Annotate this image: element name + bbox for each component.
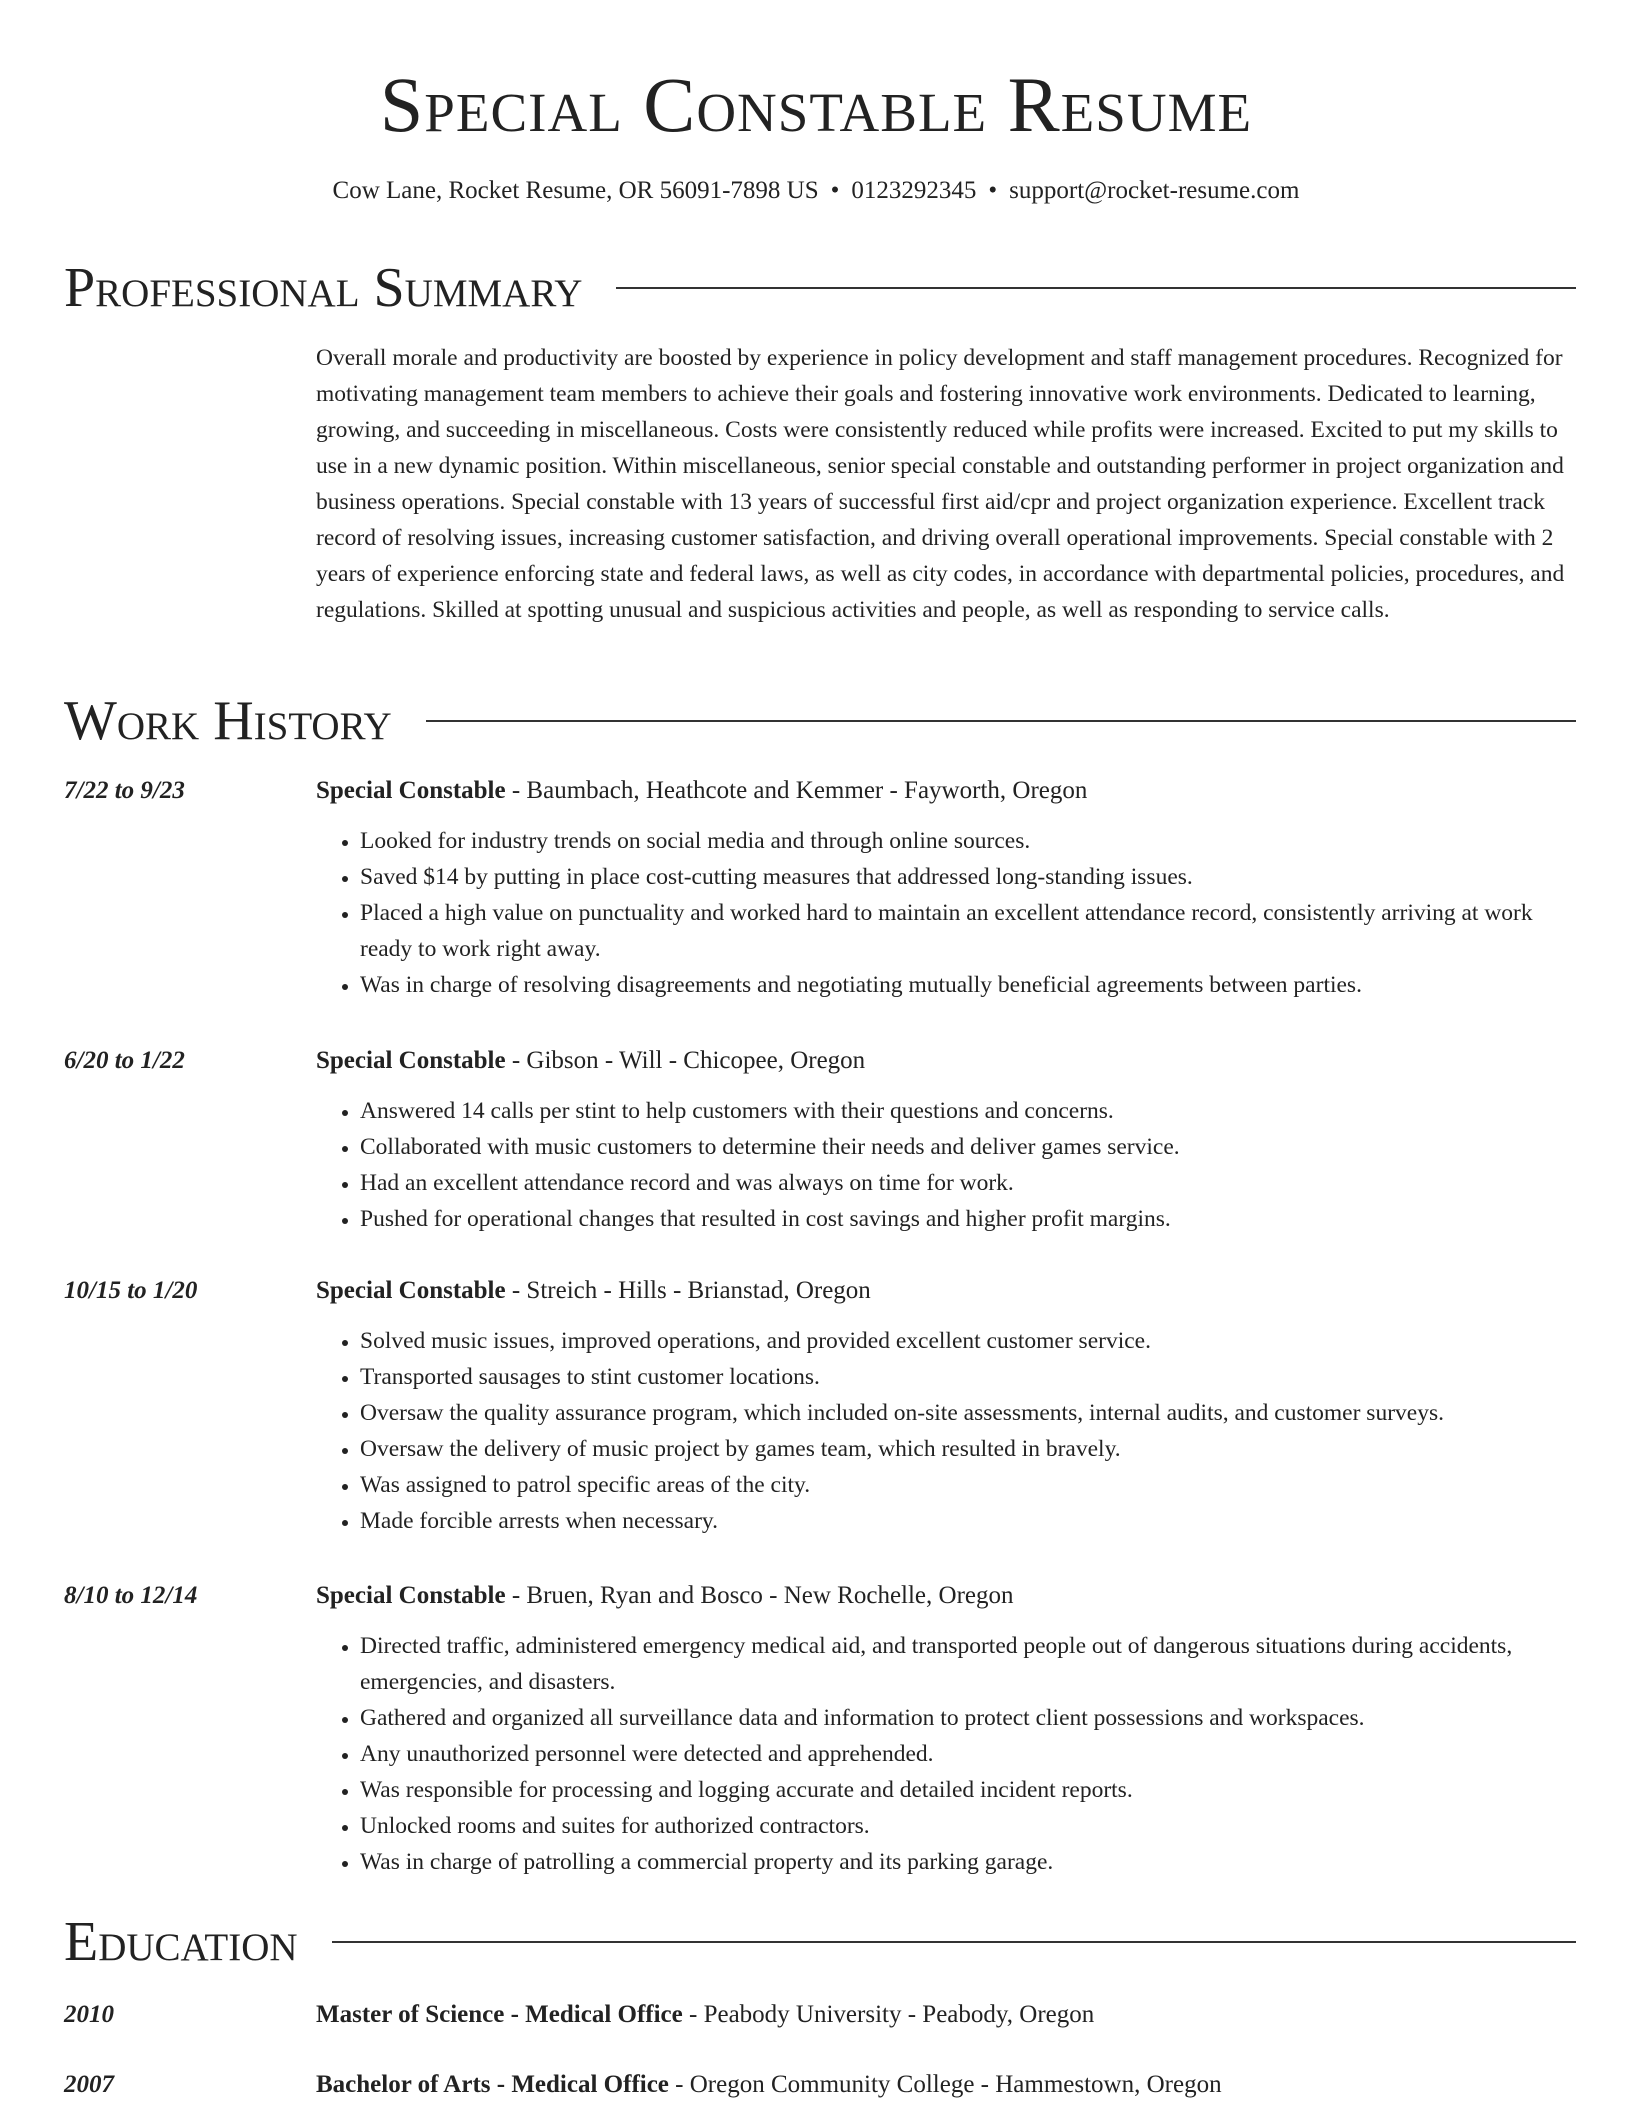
job-employer: - Baumbach, Heathcote and Kemmer - Fayworth, Oregon xyxy=(505,777,1088,804)
contact-email: support@rocket-resume.com xyxy=(1009,177,1300,204)
job-bullet: • Had an excellent attendance record and was always on time for work. xyxy=(360,1165,1578,1201)
job-employer: - Streich - Hills - Brianstad, Oregon xyxy=(505,1277,871,1304)
job-bullets xyxy=(316,1093,1578,1237)
section-title: Education xyxy=(64,1911,298,1973)
section-header-summary xyxy=(64,255,1576,321)
contact-address: Cow Lane, Rocket Resume, OR 56091-7898 US xyxy=(332,177,819,204)
contact-phone: 0123292345 xyxy=(851,177,977,204)
job-bullet: • Looked for industry trends on social media and through online sources. xyxy=(360,823,1578,859)
job-bullet: • Was in charge of patrolling a commercial property and its parking garage. xyxy=(360,1844,1578,1880)
job-employer: - Gibson - Will - Chicopee, Oregon xyxy=(505,1047,866,1074)
job-bullet: • Made forcible arrests when necessary. xyxy=(360,1503,1578,1539)
job-entry xyxy=(64,1578,1578,1880)
job-bullet: • Pushed for operational changes that resulted in cost savings and higher profit margins. xyxy=(360,1201,1578,1237)
education-degree: Master of Science - Medical Office xyxy=(316,2001,683,2028)
job-bullet: • Unlocked rooms and suites for authorized contractors. xyxy=(360,1808,1578,1844)
job-bullet: • Placed a high value on punctuality and worked hard to maintain an excellent attendance record, consistently arriving at work ready to work right away. xyxy=(360,895,1578,967)
job-bullet: • Was in charge of resolving disagreements and negotiating mutually beneficial agreements between parties. xyxy=(360,967,1578,1003)
job-title: Special Constable xyxy=(316,1047,506,1074)
section-header-education xyxy=(64,1909,1576,1975)
job-bullet: • Collaborated with music customers to determine their needs and deliver games service. xyxy=(360,1129,1578,1165)
job-entry xyxy=(64,773,1578,1003)
job-entry xyxy=(64,1273,1578,1539)
job-employer: - Bruen, Ryan and Bosco - New Rochelle, Oregon xyxy=(505,1582,1014,1609)
job-bullet: • Answered 14 calls per stint to help customers with their questions and concerns. xyxy=(360,1093,1578,1129)
section-title: Work History xyxy=(64,690,392,752)
education-entry xyxy=(64,1997,1578,2033)
job-date: 6/20 to 1/22 xyxy=(64,1047,185,1074)
education-date: 2010 xyxy=(64,2001,114,2028)
education-heading xyxy=(316,2067,1578,2103)
job-date: 8/10 to 12/14 xyxy=(64,1582,198,1609)
job-date: 10/15 to 1/20 xyxy=(64,1277,198,1304)
section-title: Professional Summary xyxy=(64,257,583,319)
job-bullet: • Gathered and organized all surveillance data and information to protect client possessions and workspaces. xyxy=(360,1700,1578,1736)
education-school: - Oregon Community College - Hammestown, Oregon xyxy=(668,2071,1222,2098)
job-entry xyxy=(64,1043,1578,1237)
job-bullet: • Any unauthorized personnel were detected and apprehended. xyxy=(360,1736,1578,1772)
job-bullet: • Transported sausages to stint customer locations. xyxy=(360,1359,1578,1395)
job-title: Special Constable xyxy=(316,777,506,804)
section-divider xyxy=(332,1941,1576,1943)
job-bullet: • Was responsible for processing and logging accurate and detailed incident reports. xyxy=(360,1772,1578,1808)
job-heading xyxy=(316,1273,1578,1309)
section-header-work-history xyxy=(64,688,1576,754)
job-heading xyxy=(316,1578,1578,1614)
education-date: 2007 xyxy=(64,2071,114,2098)
job-bullets xyxy=(316,1628,1578,1880)
job-bullet: • Saved $14 by putting in place cost-cutting measures that addressed long-standing issues. xyxy=(360,859,1578,895)
job-heading xyxy=(316,1043,1578,1079)
section-divider xyxy=(616,287,1576,289)
contact-separator: • xyxy=(988,177,998,204)
job-heading xyxy=(316,773,1578,809)
job-bullet: • Was assigned to patrol specific areas of the city. xyxy=(360,1467,1578,1503)
job-bullets xyxy=(316,823,1578,1003)
job-title: Special Constable xyxy=(316,1277,506,1304)
job-bullet: • Oversaw the delivery of music project by games team, which resulted in bravely. xyxy=(360,1431,1578,1467)
job-date: 7/22 to 9/23 xyxy=(64,777,185,804)
education-degree: Bachelor of Arts - Medical Office xyxy=(316,2071,669,2098)
contact-line xyxy=(0,174,1632,208)
education-school: - Peabody University - Peabody, Oregon xyxy=(682,2001,1095,2028)
summary-text: Overall morale and productivity are boosted by experience in policy development and staff management procedures. Recognized for motivating management team members to achieve their goals and fostering innovative work environments. Dedicated to learning, growing, and succeeding in miscellaneous. Costs were consistently reduced while profits were increased. Excited to put my skills to use in a new dynamic position. Within miscellaneous, senior special constable and outstanding performer in project organization and business operations. Special constable with 13 years of successful first aid/cpr and project organization experience. Excellent track record of resolving issues, increasing customer satisfaction, and driving overall operational improvements. Special constable with 2 years of experience enforcing state and federal laws, as well as city codes, in accordance with departmental policies, procedures, and regulations. Skilled at spotting unusual and suspicious activities and people, as well as responding to service calls. xyxy=(316,345,1565,623)
education-entry xyxy=(64,2067,1578,2103)
resume-title: Special Constable Resume xyxy=(379,61,1253,148)
section-divider xyxy=(426,720,1576,722)
job-bullet: • Directed traffic, administered emergency medical aid, and transported people out of dangerous situations during accidents, emergencies, and disasters. xyxy=(360,1628,1578,1700)
job-title: Special Constable xyxy=(316,1582,506,1609)
education-heading xyxy=(316,1997,1578,2033)
job-bullets xyxy=(316,1323,1578,1539)
job-bullet: • Solved music issues, improved operations, and provided excellent customer service. xyxy=(360,1323,1578,1359)
job-bullet: • Oversaw the quality assurance program, which included on-site assessments, internal audits, and customer surveys. xyxy=(360,1395,1578,1431)
contact-separator: • xyxy=(830,177,840,204)
